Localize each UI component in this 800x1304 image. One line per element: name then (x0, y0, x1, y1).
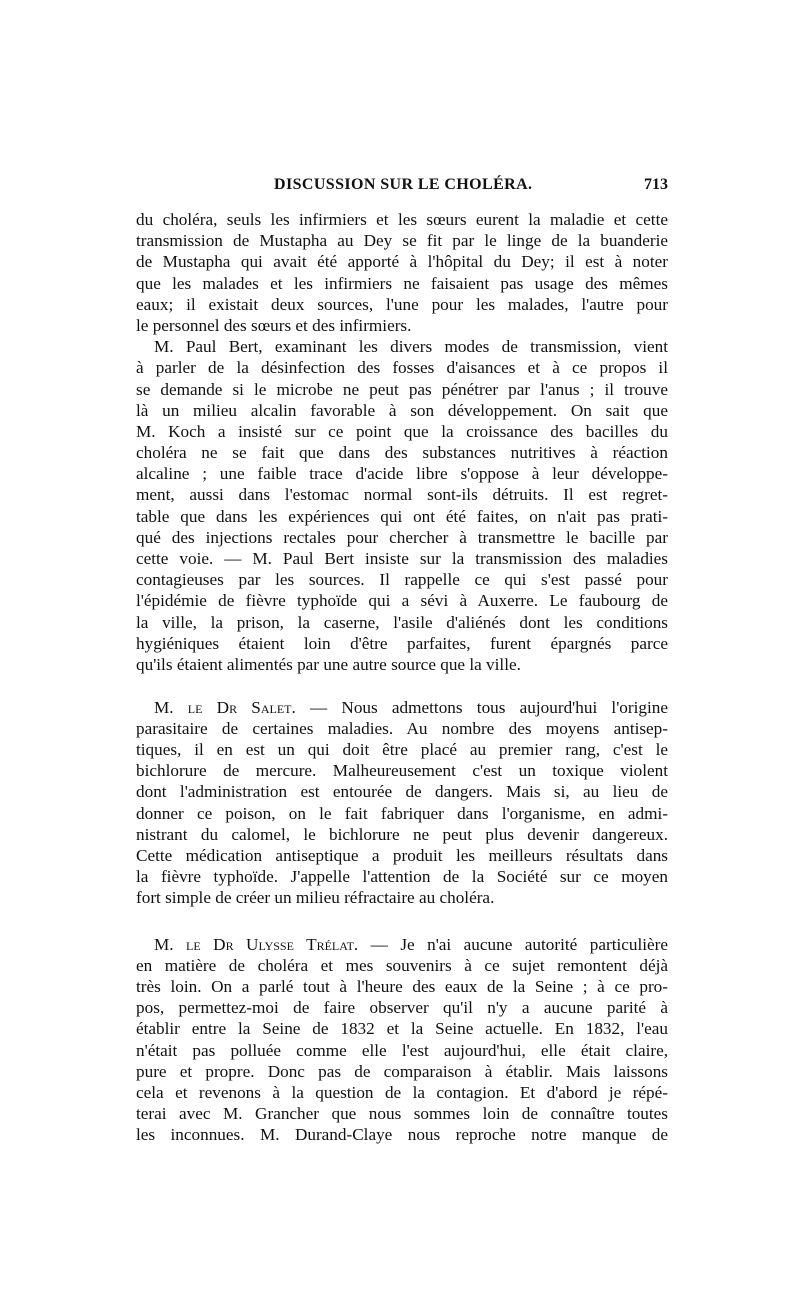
paragraph-4 (136, 934, 668, 1146)
text-line: pos, permettez-moi de faire observer qu'il n'y a aucune parité à (136, 998, 668, 1018)
text-line: de Mustapha qui avait été apporté à l'hôpital du Dey; il est à noter (136, 252, 668, 272)
text-line: en matière de choléra et mes souvenirs à ce sujet remontent déjà (136, 955, 668, 975)
text-line: M. Paul Bert, examinant les divers modes de transmission, vient (154, 337, 668, 357)
text-line: dont l'administration est entourée de dangers. Mais si, au lieu de (136, 782, 668, 802)
speaker-name: M. le Dr Ulysse Trélat. (154, 934, 359, 954)
text-line: le personnel des sœurs et des infirmiers. (136, 315, 412, 335)
text-line: fort simple de créer un milieu réfractaire au choléra. (136, 888, 495, 908)
text-line: cette voie. — M. Paul Bert insiste sur la transmission des maladies (136, 549, 668, 568)
text-line: les inconnues. M. Durand-Claye nous reproche notre manque de (136, 1125, 668, 1145)
paragraph-2 (136, 336, 668, 675)
text-line: alcaline ; une faible trace d'acide libre s'oppose à leur développe- (136, 464, 668, 484)
text-line: eaux; il existait deux sources, l'une pour les malades, l'autre pour (136, 294, 668, 314)
text-line: la fièvre typhoïde. J'appelle l'attention de la Société sur ce moyen (136, 867, 668, 887)
text-line: du choléra, seuls les infirmiers et les sœurs eurent la maladie et cette (136, 210, 668, 229)
text-line: bichlorure de mercure. Malheureusement c'est un toxique violent (136, 761, 668, 781)
paragraph-gap (136, 675, 668, 697)
text-line (136, 934, 668, 955)
text-line: hygiéniques étaient loin d'être parfaites, furent épargnés parce (136, 633, 668, 653)
text-line: très loin. On a parlé tout à l'heure des eaux de la Seine ; à ce pro- (136, 976, 668, 996)
text-line: là un milieu alcalin favorable à son développement. On sait que (136, 400, 668, 420)
text-line: transmission de Mustapha au Dey se fit par le linge de la buanderie (136, 231, 668, 251)
paragraph-3 (136, 697, 668, 909)
text-line: qué des injections rectales pour chercher à transmettre le bacille par (136, 527, 668, 547)
paragraph-1 (136, 209, 668, 336)
text-line: choléra ne se fait que dans des substances nutritives à réaction (136, 443, 668, 463)
text-line: Cette médication antiseptique a produit les meilleurs résultats dans (136, 846, 668, 866)
speech-start: — Je n'ai aucune autorité particulière (358, 934, 669, 954)
text-line: donner ce poison, on le fait fabriquer dans l'organisme, en admi- (136, 803, 668, 823)
page-body (136, 209, 668, 1145)
text-line: M. Koch a insisté sur ce point que la croissance des bacilles du (136, 421, 668, 441)
text-line: terai avec M. Grancher que nous sommes loin de connaître toutes (136, 1104, 668, 1124)
paragraph-gap (136, 909, 668, 934)
text-line: pure et propre. Donc pas de comparaison à établir. Mais laissons (136, 1061, 668, 1081)
running-header (136, 176, 668, 200)
text-line: nistrant du calomel, le bichlorure ne peut plus devenir dangereux. (136, 824, 668, 844)
text-line: se demande si le microbe ne peut pas pénétrer par l'anus ; il trouve (136, 379, 668, 399)
text-line: établir entre la Seine de 1832 et la Seine actuelle. En 1832, l'eau (136, 1019, 668, 1039)
text-line: table que dans les expériences qui ont été faites, on n'ait pas prati- (136, 506, 668, 526)
speaker-name: M. le Dr Salet. (154, 697, 296, 717)
text-line (136, 697, 668, 718)
text-line: à parler de la désinfection des fosses d'aisances et à ce propos il (136, 358, 668, 378)
text-line: la ville, la prison, la caserne, l'asile d'aliénés dont les conditions (136, 612, 668, 632)
text-line: cela et revenons à la question de la contagion. Et d'abord je répé- (136, 1082, 668, 1102)
text-line: parasitaire de certaines maladies. Au nombre des moyens antisep- (136, 718, 668, 738)
running-title: DISCUSSION SUR LE CHOLÉRA. (274, 176, 533, 193)
text-line: ment, aussi dans l'estomac normal sont-ils détruits. Il est regret- (136, 485, 668, 505)
text-line: que les malades et les infirmiers ne faisaient pas usage des mêmes (136, 273, 668, 293)
text-line: n'était pas polluée comme elle l'est aujourd'hui, elle était claire, (136, 1040, 668, 1060)
speech-start: — Nous admettons tous aujourd'hui l'origine (295, 697, 668, 717)
text-line: qu'ils étaient alimentés par une autre source que la ville. (136, 654, 521, 674)
page-number: 713 (644, 176, 668, 193)
text-line: l'épidémie de fièvre typhoïde qui a sévi à Auxerre. Le faubourg de (136, 591, 668, 611)
text-line: tiques, il en est un qui doit être placé au premier rang, c'est le (136, 740, 668, 760)
text-line: contagieuses par les sources. Il rappelle ce qui s'est passé pour (136, 570, 668, 590)
